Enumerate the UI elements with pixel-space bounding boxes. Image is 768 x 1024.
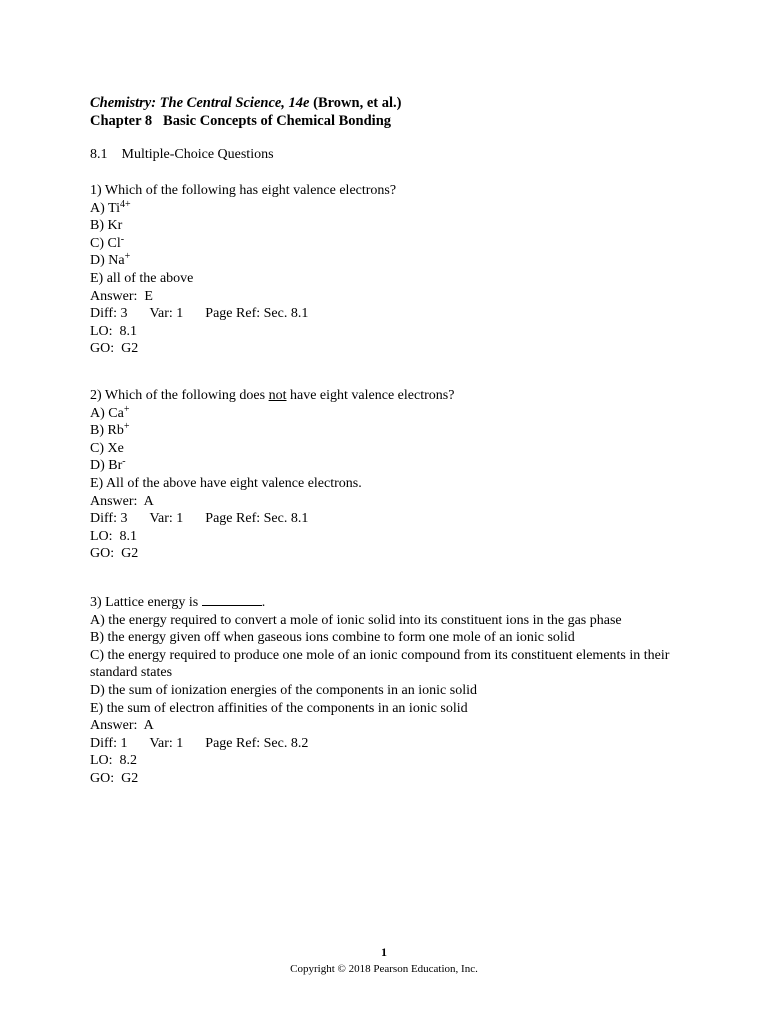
answer: Answer: A bbox=[90, 493, 154, 509]
choice-c: C) Cl- bbox=[90, 233, 125, 251]
choice-b: B) the energy given off when gaseous ions combine to form one mole of an ionic solid bbox=[90, 630, 575, 646]
question-stem: 1) Which of the following has eight valence electrons? bbox=[90, 183, 397, 198]
book-title: Chemistry: The Central Science, 14e bbox=[90, 95, 310, 111]
choice-e: E) All of the above have eight valence electrons. bbox=[90, 475, 362, 491]
meta-line bbox=[90, 305, 690, 323]
variant: Var: 1 bbox=[149, 735, 184, 751]
meta-line bbox=[90, 735, 680, 753]
book-title-line bbox=[90, 94, 401, 112]
page-reference: Page Ref: Sec. 8.1 bbox=[205, 511, 309, 527]
answer-blank bbox=[202, 593, 262, 606]
variant: Var: 1 bbox=[149, 511, 184, 527]
difficulty: Diff: 1 bbox=[90, 735, 128, 751]
document-header bbox=[90, 94, 401, 130]
learning-objective: LO: 8.1 bbox=[90, 323, 138, 339]
question-1 bbox=[90, 182, 690, 358]
global-outcome: GO: G2 bbox=[90, 341, 139, 357]
choice-a: A) the energy required to convert a mole of ionic solid into its constituent ions in the gas phase bbox=[90, 612, 622, 628]
global-outcome: GO: G2 bbox=[90, 770, 139, 786]
page-number: 1 bbox=[381, 945, 387, 959]
choice-d: D) Na+ bbox=[90, 251, 131, 269]
difficulty: Diff: 3 bbox=[90, 306, 128, 322]
book-authors: (Brown, et al.) bbox=[309, 95, 402, 111]
section-number: 8.1 bbox=[90, 147, 108, 162]
variant: Var: 1 bbox=[149, 306, 184, 322]
question-2 bbox=[90, 387, 690, 563]
choice-a: A) Ca+ bbox=[90, 403, 130, 421]
choice-b: B) Kr bbox=[90, 218, 123, 234]
page-reference: Page Ref: Sec. 8.2 bbox=[205, 735, 309, 751]
section-heading bbox=[90, 146, 274, 164]
learning-objective: LO: 8.2 bbox=[90, 753, 138, 769]
choice-e: E) all of the above bbox=[90, 270, 194, 286]
choice-a: A) $Ti^{4+}$ bbox=[90, 198, 131, 216]
chapter-title: Chapter 8 Basic Concepts of Chemical Bonding bbox=[90, 113, 392, 129]
choice-d: D) Br- bbox=[90, 456, 126, 474]
choice-d: D) the sum of ionization energies of the components in an ionic solid bbox=[90, 682, 477, 698]
answer: Answer: A bbox=[90, 718, 154, 734]
answer: Answer: E bbox=[90, 288, 153, 304]
question-stem: 3) Lattice energy is . bbox=[90, 595, 266, 610]
question-stem: 2) Which of the following does not have eight valence electrons? bbox=[90, 388, 455, 403]
choice-c: C) Xe bbox=[90, 440, 124, 456]
page-reference: Page Ref: Sec. 8.1 bbox=[205, 306, 309, 322]
question-3 bbox=[90, 593, 680, 788]
choice-e: E) the sum of electron affinities of the components in an ionic solid bbox=[90, 700, 468, 716]
copyright-notice: Copyright © 2018 Pearson Education, Inc. bbox=[290, 963, 478, 975]
section-title: Multiple-Choice Questions bbox=[121, 147, 274, 162]
global-outcome: GO: G2 bbox=[90, 546, 139, 562]
meta-line bbox=[90, 510, 690, 528]
learning-objective: LO: 8.1 bbox=[90, 528, 138, 544]
difficulty: Diff: 3 bbox=[90, 511, 128, 527]
choice-c: C) the energy required to produce one mole of an ionic compound from its constituent elements in their standard states bbox=[90, 647, 670, 681]
choice-b: B) Rb+ bbox=[90, 421, 130, 439]
